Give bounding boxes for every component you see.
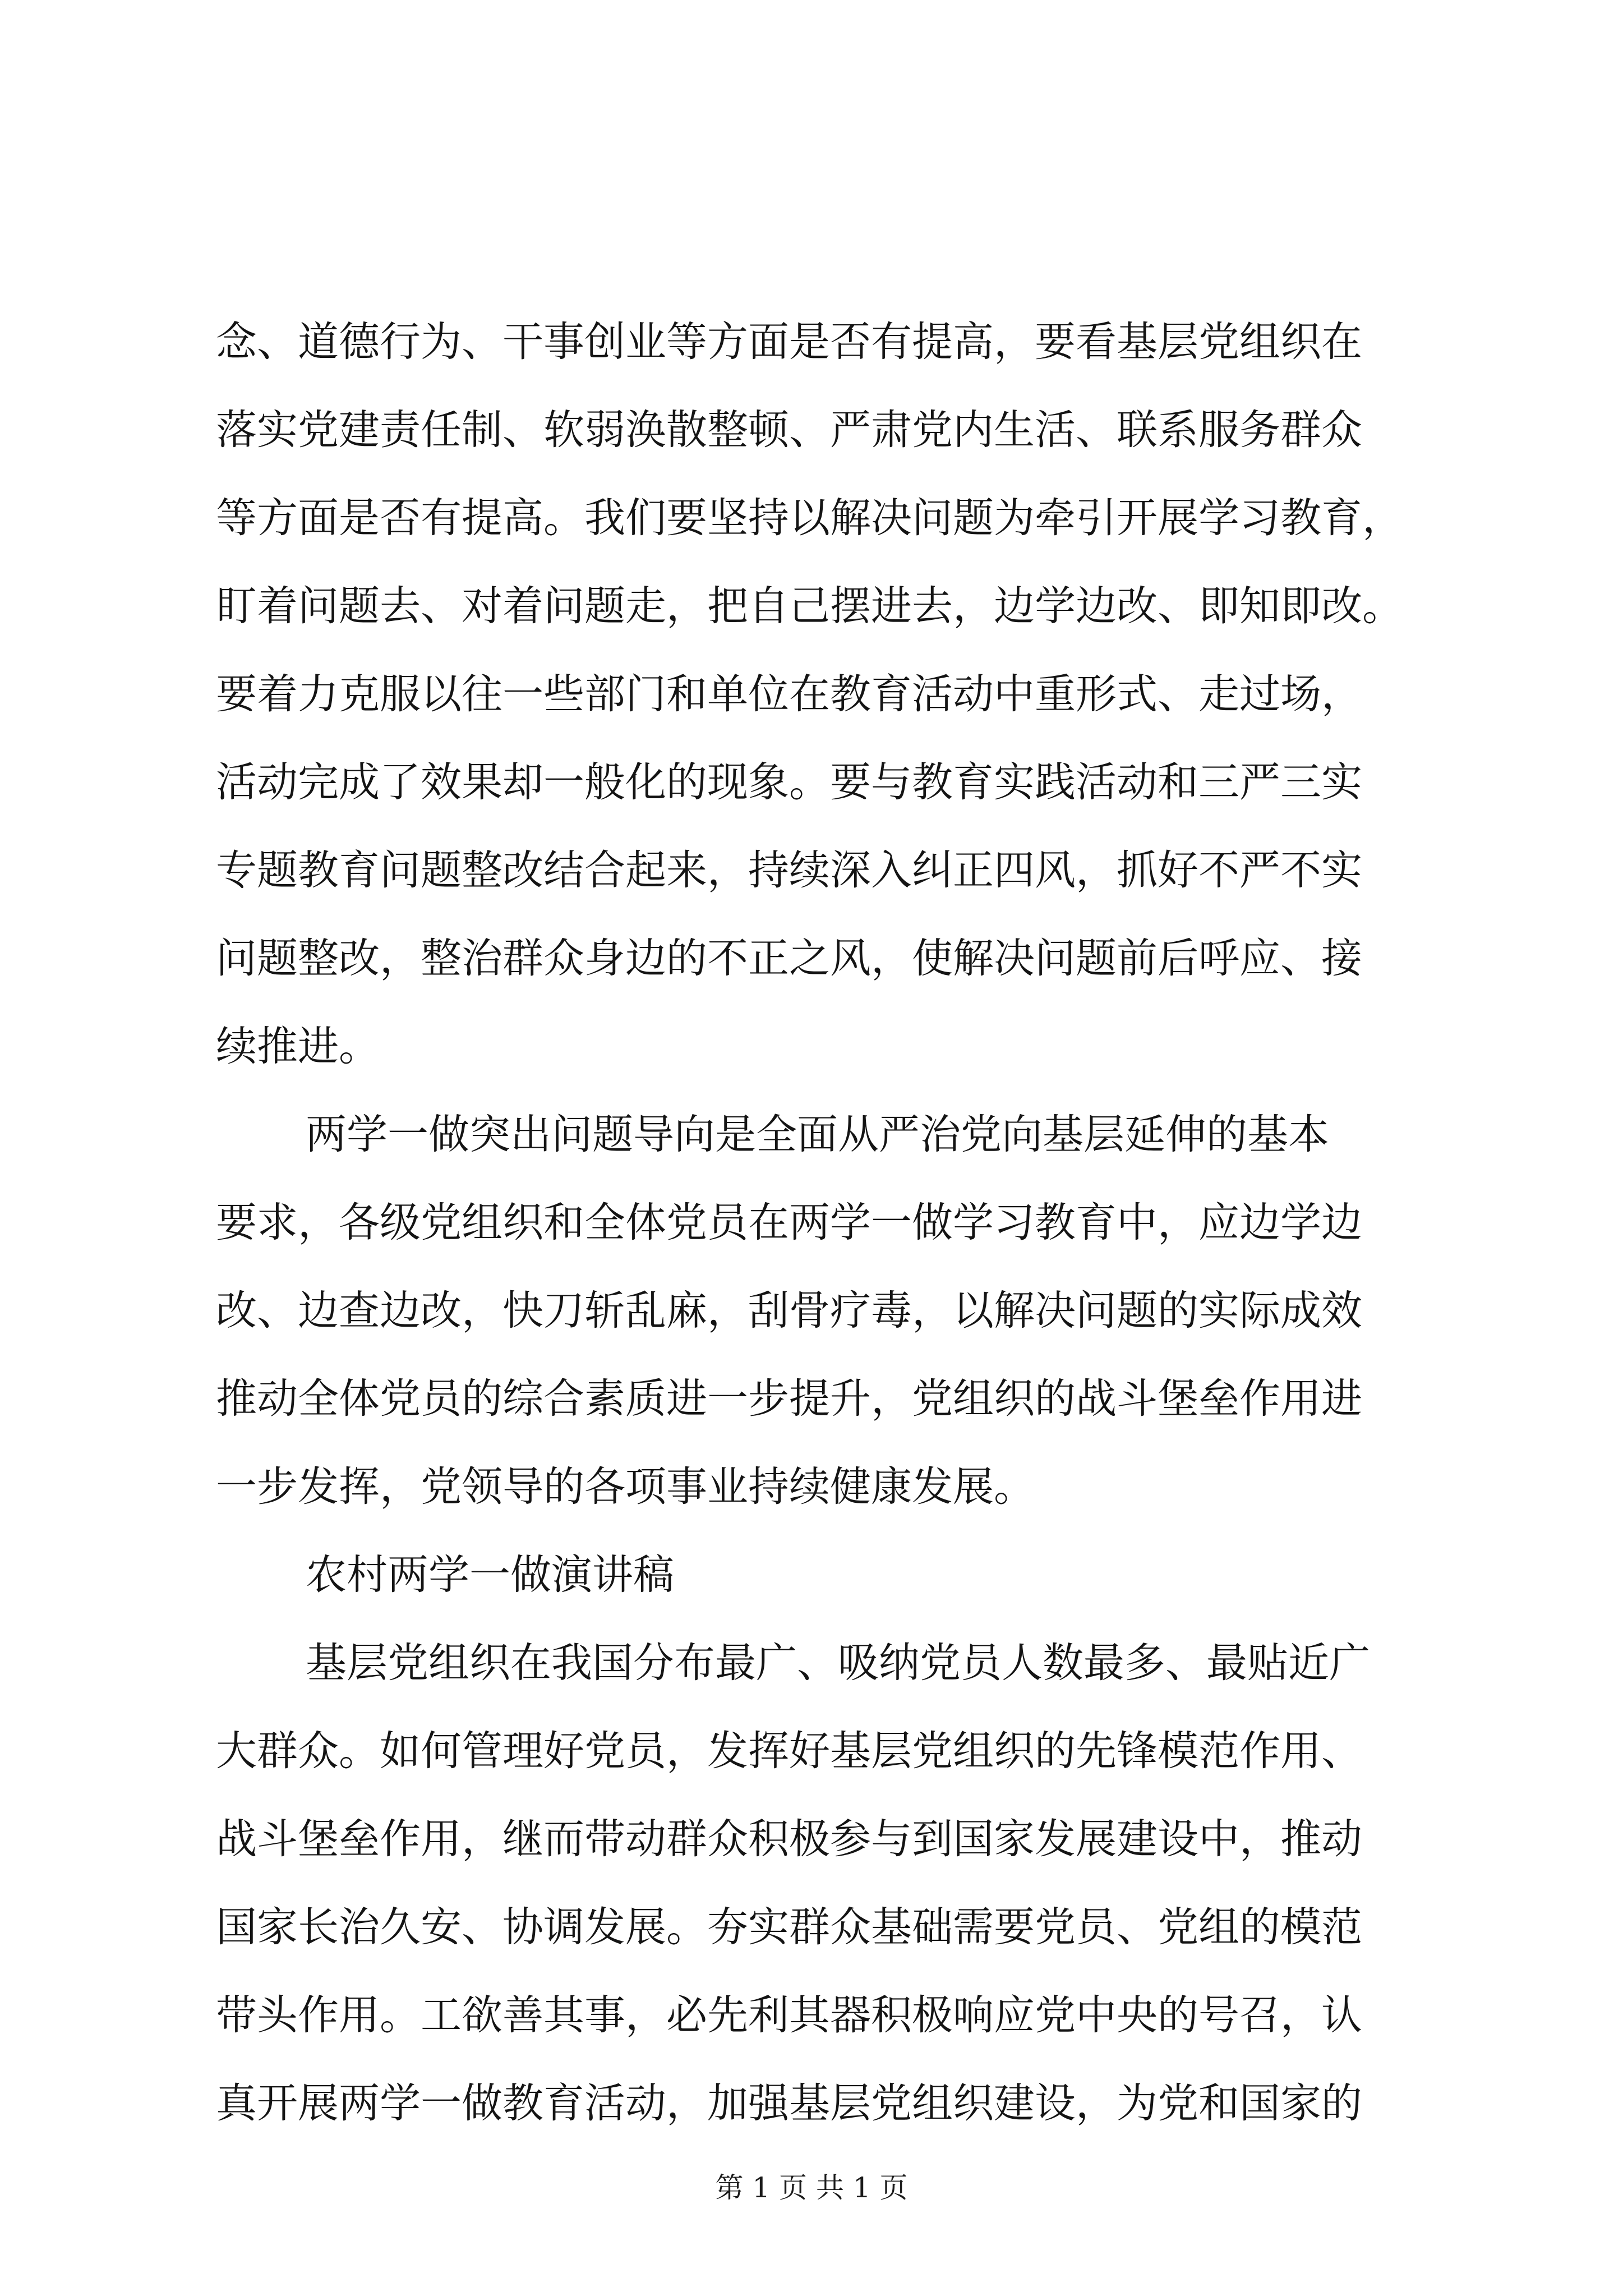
text-line: 改、边查边改，快刀斩乱麻，刮骨疗毒，以解决问题的实际成效 (216, 1287, 1362, 1335)
text-line: 盯着问题去、对着问题走，把自己摆进去，边学边改、即知即改。 (216, 582, 1403, 630)
text-line: 落实党建责任制、软弱涣散整顿、严肃党内生活、联系服务群众 (216, 406, 1362, 454)
text-line: 真开展两学一做教育活动，加强基层党组织建设，为党和国家的 (216, 2079, 1362, 2127)
text-line: 专题教育问题整改结合起来，持续深入纠正四风，抓好不严不实 (216, 846, 1362, 894)
text-line: 一步发挥，党领导的各项事业持续健康发展。 (216, 1463, 1035, 1511)
text-line: 推动全体党员的综合素质进一步提升，党组织的战斗堡垒作用进 (216, 1375, 1362, 1423)
section-heading: 农村两学一做演讲稿 (306, 1551, 674, 1599)
text-line: 问题整改，整治群众身边的不正之风，使解决问题前后呼应、接 (216, 935, 1362, 982)
text-line: 等方面是否有提高。我们要坚持以解决问题为牵引开展学习教育， (216, 494, 1403, 542)
paragraph-start-line: 两学一做突出问题导向是全面从严治党向基层延伸的基本 (306, 1111, 1329, 1158)
text-line: 要求，各级党组织和全体党员在两学一做学习教育中，应边学边 (216, 1199, 1362, 1246)
text-line: 要着力克服以往一些部门和单位在教育活动中重形式、走过场， (216, 670, 1362, 718)
text-line: 战斗堡垒作用，继而带动群众积极参与到国家发展建设中，推动 (216, 1815, 1362, 1863)
text-line: 大群众。如何管理好党员，发挥好基层党组织的先锋模范作用、 (216, 1727, 1362, 1775)
page-footer: 第 1 页 共 1 页 (715, 2171, 908, 2204)
paragraph-start-line: 基层党组织在我国分布最广、吸纳党员人数最多、最贴近广 (306, 1639, 1370, 1687)
text-line: 活动完成了效果却一般化的现象。要与教育实践活动和三严三实 (216, 758, 1362, 806)
text-line: 续推进。 (216, 1023, 380, 1070)
text-line: 国家长治久安、协调发展。夯实群众基础需要党员、党组的模范 (216, 1903, 1362, 1951)
text-line: 带头作用。工欲善其事，必先利其器积极响应党中央的号召，认 (216, 1991, 1362, 2039)
text-line: 念、道德行为、干事创业等方面是否有提高，要看基层党组织在 (216, 318, 1362, 366)
